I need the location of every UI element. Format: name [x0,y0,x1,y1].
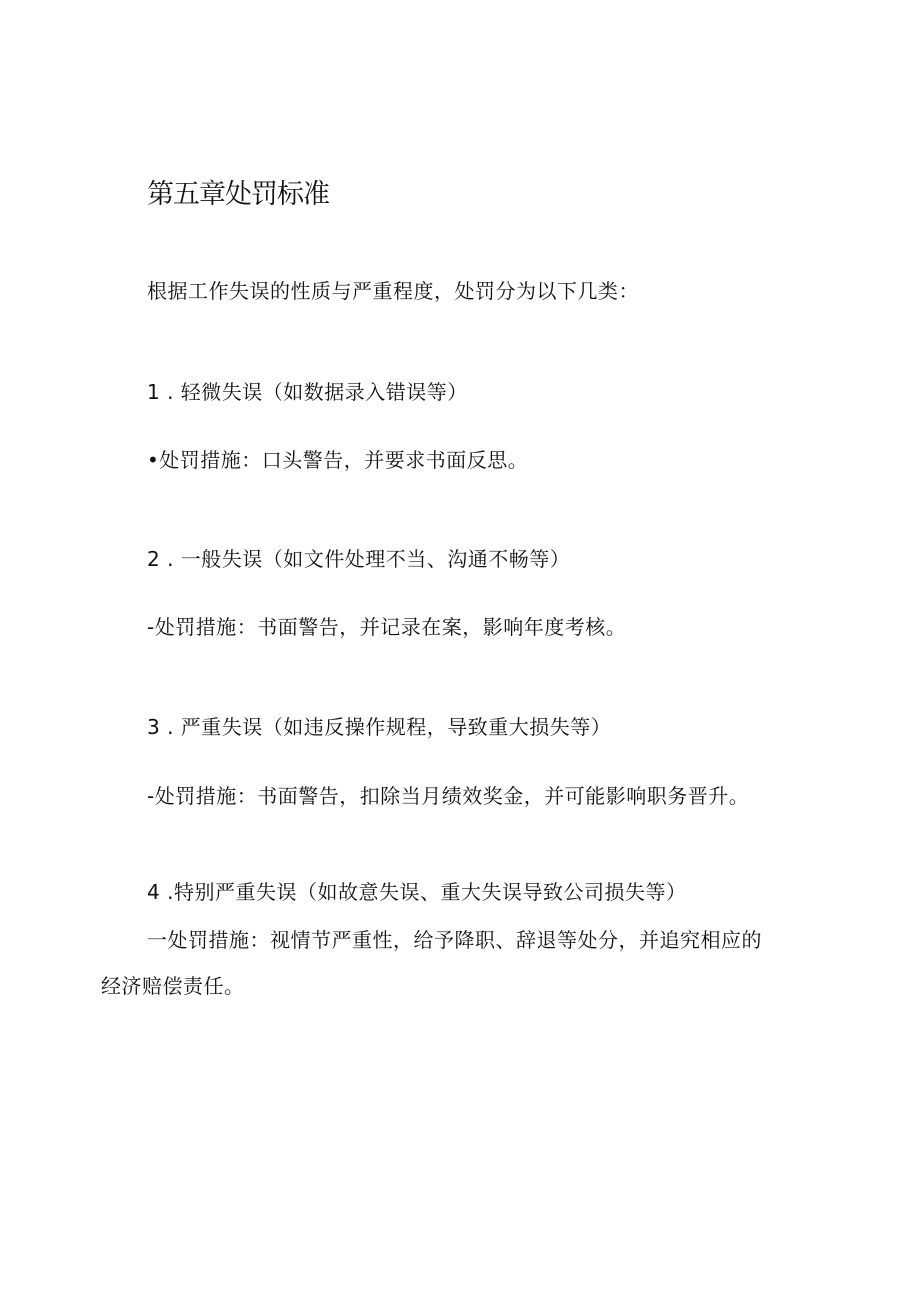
chapter-title: 第五章处罚标准 [147,179,329,210]
item-1-measure: •处罚措施：口头警告，并要求书面反思。 [147,448,529,472]
item-2-measure: -处罚措施：书面警告，并记录在案，影响年度考核。 [147,615,627,639]
item-4-measure-line-1: 一处罚措施：视情节严重性，给予降职、辞退等处分，并追究相应的 [147,928,762,952]
item-3-heading: 3 . 严重失误（如违反操作规程，导致重大损失等） [147,715,612,739]
item-2-heading: 2 . 一般失误（如文件处理不当、沟通不畅等） [147,547,571,571]
item-3-measure: -处罚措施：书面警告，扣除当月绩效奖金，并可能影响职务晋升。 [147,784,750,808]
item-4-heading: 4 .特别严重失误（如故意失误、重大失误导致公司损失等） [147,880,687,904]
item-1-heading: 1 . 轻微失误（如数据录入错误等） [147,380,468,404]
item-4-measure-line-2: 经济赔偿责任。 [101,974,245,998]
intro-paragraph: 根据工作失误的性质与严重程度，处罚分为以下几类： [147,279,639,303]
